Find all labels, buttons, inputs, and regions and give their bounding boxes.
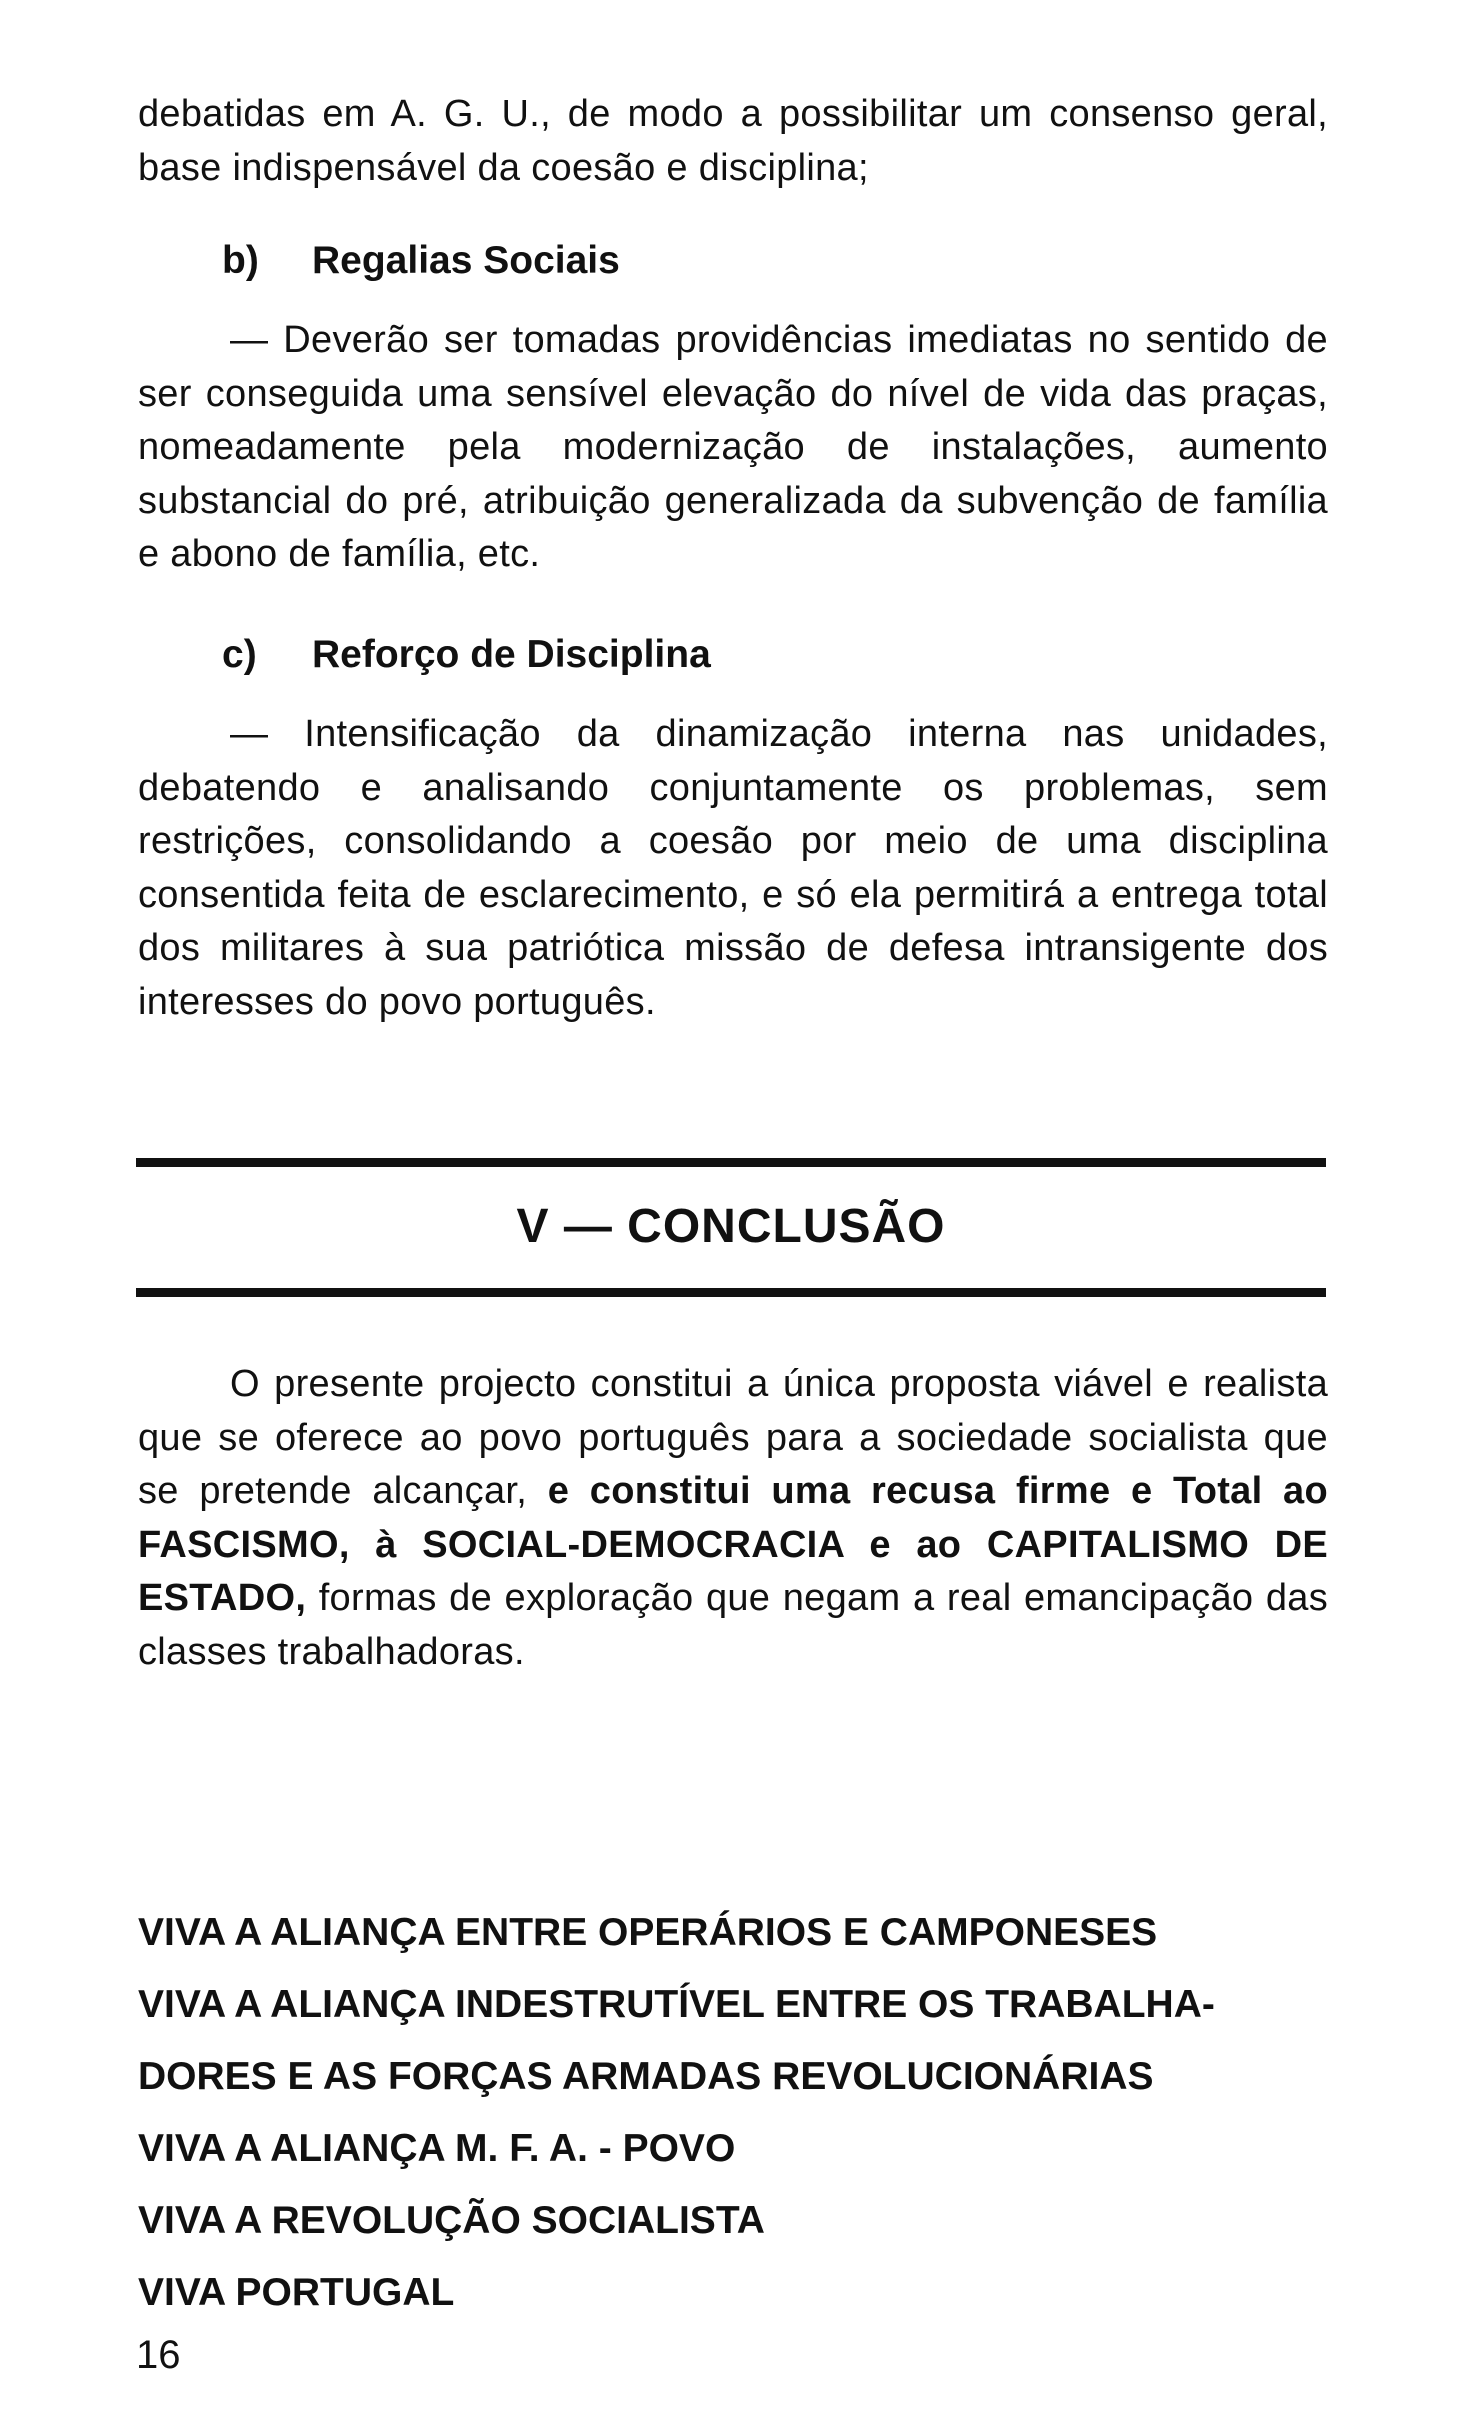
top-divider	[136, 1158, 1326, 1167]
section-c-title: Reforço de Disciplina	[312, 633, 711, 676]
slogan-line: VIVA A ALIANÇA ENTRE OPERÁRIOS E CAMPONESES	[138, 1911, 1158, 1954]
slogan-line: VIVA PORTUGAL	[138, 2271, 455, 2314]
conclusion-title: V — CONCLUSÃO	[516, 1200, 946, 1253]
section-c-paragraph	[138, 708, 1328, 1029]
section-b-heading	[222, 236, 620, 286]
conclusion-text-bold: e constitui uma recusa firme e Total ao FASCISMO, à SOCIAL-DEMOCRACIA e ao CAPITALISMO DE ESTADO,	[138, 1470, 1329, 1619]
slogan-line: VIVA A REVOLUÇÃO SOCIALISTA	[138, 2199, 765, 2242]
paragraph-top: debatidas em A. G. U., de modo a possibilitar um consenso geral, base indispensável da coesão e disciplina;	[138, 93, 1328, 189]
conclusion-text-3: formas de exploração que negam a real emancipação das classes trabalhadoras.	[138, 1577, 1328, 1673]
conclusion-text-1: O presente projecto constitui a única proposta viável e realista que se oferece ao povo português para a sociedade socialista que se pretende alcançar,	[138, 1363, 1328, 1512]
slogan-line: VIVA A ALIANÇA M. F. A. - POVO	[138, 2127, 736, 2170]
conclusion-paragraph	[138, 1358, 1328, 1679]
slogan-line: DORES E AS FORÇAS ARMADAS REVOLUCIONÁRIAS	[138, 2055, 1154, 2098]
bottom-divider	[136, 1288, 1326, 1297]
section-b-letter: b)	[222, 239, 259, 282]
section-b-paragraph	[138, 314, 1328, 582]
slogan-line: VIVA A ALIANÇA INDESTRUTÍVEL ENTRE OS TRABALHA-	[138, 1983, 1215, 2026]
section-c-body: — Intensificação da dinamização interna nas unidades, debatendo e analisando conjuntamente os problemas, sem restrições, consolidando a coesão por meio de uma disciplina consentida feita de esclarecimento, e só ela permitirá a entrega total dos militares à sua patriótica missão de defesa intransigente dos interesses do povo português.	[138, 713, 1328, 1023]
section-b-title: Regalias Sociais	[312, 239, 620, 282]
page-number: 16	[136, 2333, 181, 2377]
section-c-heading	[222, 630, 711, 680]
section-b-body: — Deverão ser tomadas providências imediatas no sentido de ser conseguida uma sensível elevação do nível de vida das praças, nomeadamente pela modernização de instalações, aumento substancial do pré, atribuição generalizada da subvenção de família e abono de família, etc.	[138, 319, 1328, 575]
section-c-letter: c)	[222, 633, 257, 676]
